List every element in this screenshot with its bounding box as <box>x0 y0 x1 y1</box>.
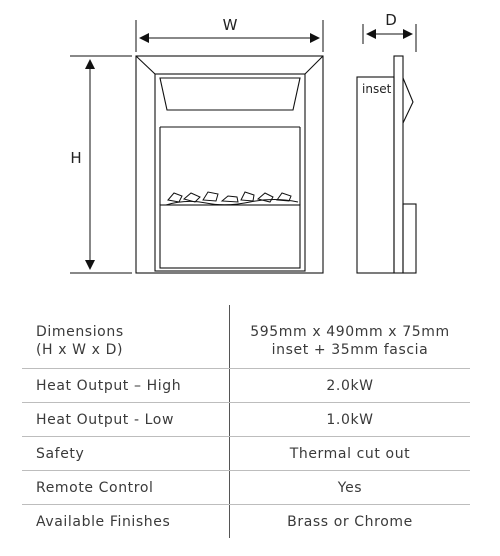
side-fascia <box>394 56 403 273</box>
fascia-inner <box>155 74 305 271</box>
width-label: W <box>222 16 238 34</box>
spec-key: Heat Output - Low <box>22 403 230 437</box>
spec-value: Thermal cut out <box>230 437 471 471</box>
specifications-table <box>22 305 470 538</box>
spec-row-remote <box>22 471 470 505</box>
front-view <box>136 56 323 273</box>
spec-value: 1.0kW <box>230 403 471 437</box>
spec-value: Yes <box>230 471 471 505</box>
spec-key-line: Dimensions <box>36 323 124 340</box>
spec-key: Safety <box>22 437 230 471</box>
spec-key: Heat Output – High <box>22 369 230 403</box>
spec-value <box>230 313 471 369</box>
spec-row-finishes <box>22 505 470 539</box>
spec-value: 2.0kW <box>230 369 471 403</box>
spec-key <box>22 313 230 369</box>
ash-pan <box>160 205 300 268</box>
fascia-outline <box>136 56 323 273</box>
side-canopy <box>403 78 413 123</box>
fuel-bed <box>166 192 298 205</box>
inset-label: inset <box>362 82 392 96</box>
spec-value: Brass or Chrome <box>230 505 471 539</box>
inset-body <box>357 77 394 273</box>
spec-value-line: inset + 35mm fascia <box>271 341 429 358</box>
height-label: H <box>70 149 82 167</box>
spec-value-line: 595mm x 490mm x 75mm <box>250 323 450 340</box>
spec-row-safety <box>22 437 470 471</box>
spec-row-heat-low <box>22 403 470 437</box>
canopy <box>160 78 300 110</box>
spec-key-line: (H x W x D) <box>36 341 124 358</box>
spec-key: Remote Control <box>22 471 230 505</box>
spec-row-dimensions <box>22 313 470 369</box>
depth-label: D <box>385 11 397 29</box>
spec-key: Available Finishes <box>36 513 171 530</box>
side-base <box>403 204 416 273</box>
spec-row-heat-high <box>22 369 470 403</box>
table-top-spacer <box>22 305 470 313</box>
